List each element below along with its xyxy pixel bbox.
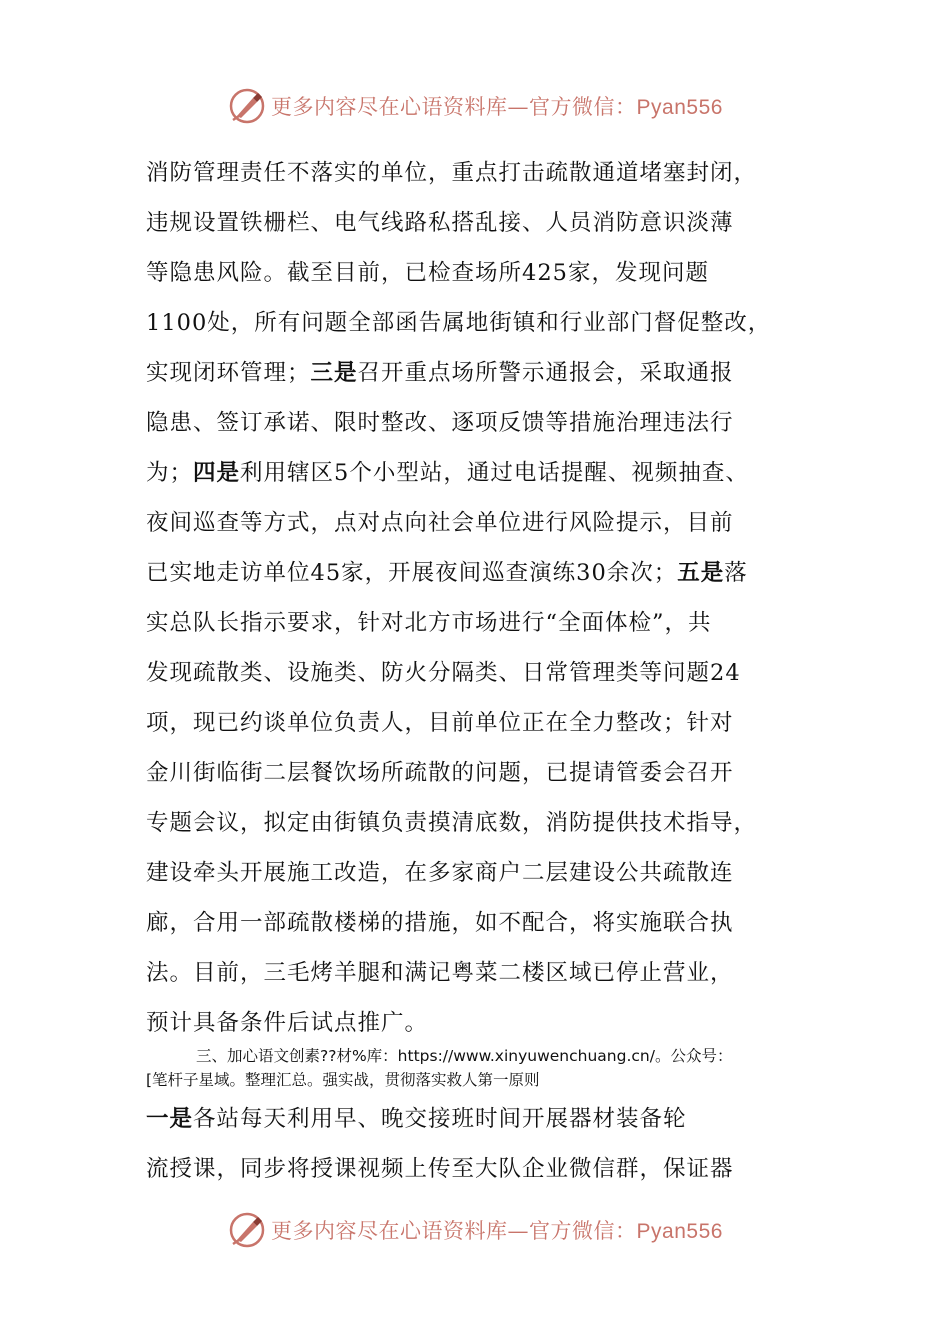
text-line (146, 648, 811, 698)
text-line (146, 598, 811, 648)
header-wechat-id: Pyan556 (636, 96, 723, 119)
pen-nib-logo-icon (227, 1210, 267, 1250)
text-segment: 实总队长指示要求，针对北方市场进行“全面体检”，共 (146, 610, 712, 636)
text-segment: 落 (724, 560, 748, 586)
text-segment: 等隐患风险。截至目前，已检查场所425家，发现问题 (146, 260, 709, 286)
bold-marker: 四是 (193, 460, 241, 486)
text-line (146, 548, 811, 598)
text-line (146, 148, 811, 198)
text-segment: 金川街临街二层餐饮场所疏散的问题，已提请管委会召开 (146, 760, 734, 786)
text-segment: 法。目前，三毛烤羊腿和满记粤菜二楼区域已停止营业， (146, 960, 734, 986)
body-paragraph-2 (146, 1094, 811, 1194)
text-segment: 隐患、签订承诺、限时整改、逐项反馈等措施治理违法行 (146, 410, 734, 436)
pen-nib-logo-icon (227, 86, 267, 126)
text-segment: 违规设置铁栅栏、电气线路私搭乱接、人员消防意识淡薄 (146, 210, 734, 236)
text-line (146, 948, 811, 998)
header-banner-text: 更多内容尽在心语资料库—官方微信：Pyan556 (271, 95, 723, 119)
text-line (146, 698, 811, 748)
text-line (146, 1144, 811, 1194)
text-segment: 实现闭环管理； (146, 360, 311, 386)
text-line (146, 848, 811, 898)
text-segment: 预计具备条件后试点推广。 (146, 1010, 429, 1036)
text-segment: 为； (146, 460, 194, 486)
section-heading-line-1: 三、加心语文创素??材%库：https://www.xinyuwenchuang.cn/。公众号： (196, 1047, 733, 1065)
footer-banner (0, 1208, 950, 1252)
text-segment: 发现疏散类、设施类、防火分隔类、日常管理类等问题24 (146, 660, 741, 686)
section-heading-line-2: [笔杆子星域。整理汇总。强实战，贯彻落实救人第一原则 (146, 1071, 540, 1089)
text-line (146, 348, 811, 398)
text-segment: 建设牵头开展施工改造，在多家商户二层建设公共疏散连 (146, 860, 734, 886)
text-segment: 消防管理责任不落实的单位，重点打击疏散通道堵塞封闭， (146, 160, 758, 186)
header-banner (0, 84, 950, 128)
text-line (146, 798, 811, 848)
footer-banner-text: 更多内容尽在心语资料库—官方微信：Pyan556 (271, 1219, 723, 1243)
text-segment: 廊，合用一部疏散楼梯的措施，如不配合，将实施联合执 (146, 910, 734, 936)
text-line (146, 748, 811, 798)
bold-marker: 一是 (146, 1106, 194, 1132)
text-line (146, 498, 811, 548)
text-segment: 流授课，同步将授课视频上传至大队企业微信群，保证器 (146, 1156, 734, 1182)
text-segment: 夜间巡查等方式，点对点向社会单位进行风险提示，目前 (146, 510, 734, 536)
bold-marker: 三是 (310, 360, 358, 386)
footer-wechat-id: Pyan556 (636, 1220, 723, 1243)
text-segment: 利用辖区5个小型站，通过电话提醒、视频抽查、 (240, 460, 749, 486)
bold-marker: 五是 (677, 560, 725, 586)
text-line (146, 248, 811, 298)
text-line (146, 998, 811, 1048)
text-segment: 各站每天利用早、晚交接班时间开展器材装备轮 (193, 1106, 687, 1132)
text-line (146, 298, 811, 348)
text-line (146, 898, 811, 948)
text-segment: 1100处，所有问题全部函告属地街镇和行业部门督促整改， (146, 310, 772, 336)
text-segment: 已实地走访单位45家，开展夜间巡查演练30余次； (146, 560, 678, 586)
body-paragraph-1 (146, 148, 811, 1048)
text-line (146, 1094, 811, 1144)
text-segment: 召开重点场所警示通报会，采取通报 (357, 360, 734, 386)
text-line (146, 398, 811, 448)
text-segment: 专题会议，拟定由街镇负责摸清底数，消防提供技术指导， (146, 810, 758, 836)
text-line (146, 448, 811, 498)
text-line (146, 198, 811, 248)
text-segment: 项，现已约谈单位负责人，目前单位正在全力整改；针对 (146, 710, 734, 736)
